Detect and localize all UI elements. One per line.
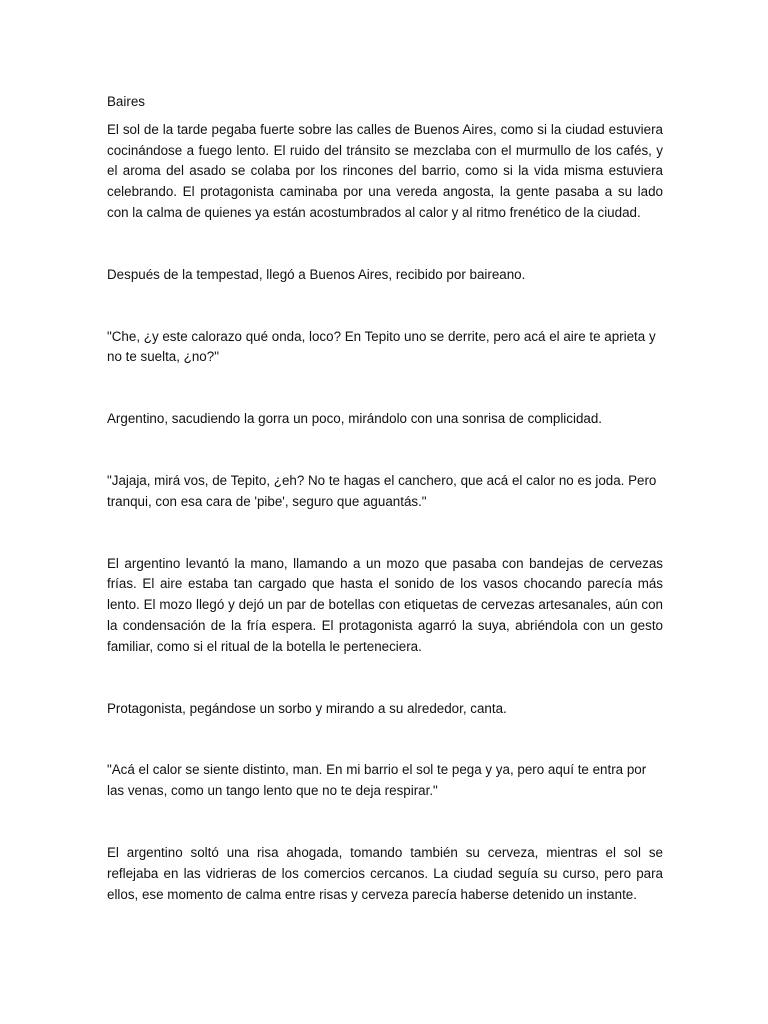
paragraph-spacer xyxy=(107,430,663,471)
paragraph: Después de la tempestad, llegó a Buenos Aires, recibido por baireano. xyxy=(107,266,526,282)
paragraph-spacer xyxy=(107,368,663,409)
paragraph-spacer xyxy=(107,658,663,699)
document-body xyxy=(107,92,663,905)
paragraph-spacer xyxy=(107,802,663,843)
paragraph: "Che, ¿y este calorazo qué onda, loco? En Tepito uno se derrite, pero acá el aire te aprieta y no te suelta, ¿no?" xyxy=(107,328,656,365)
paragraph-spacer xyxy=(107,224,663,265)
paragraph-spacer xyxy=(107,513,663,554)
paragraph: El sol de la tarde pegaba fuerte sobre las calles de Buenos Aires, como si la ciudad estuviera cocinándose a fuego lento. El ruido del tránsito se mezclaba con el murmullo de los cafés, y el aroma del asado se colaba por los rincones del barrio, como si la vida misma estuviera celebrando. El protagonista caminaba por una vereda angosta, la gente pasaba a su lado con la calma de quienes ya están acostumbrados al calor y al ritmo frenético de la ciudad. xyxy=(107,121,663,220)
paragraph: Argentino, sacudiendo la gorra un poco, mirándolo con una sonrisa de complicidad. xyxy=(107,411,603,427)
paragraph: Protagonista, pegándose un sorbo y mirando a su alrededor, canta. xyxy=(107,700,507,716)
paragraph: "Jajaja, mirá vos, de Tepito, ¿eh? No te hagas el canchero, que acá el calor no es joda. Pero tranqui, con esa cara de 'pibe', seguro que aguantás." xyxy=(107,472,657,509)
document-title: Baires xyxy=(107,94,145,109)
paragraph-spacer xyxy=(107,719,663,760)
paragraph-spacer xyxy=(107,286,663,327)
paragraph: El argentino soltó una risa ahogada, tomando también su cerveza, mientras el sol se reflejaba en las vidrieras de los comercios cercanos. La ciudad seguía su curso, pero para ellos, ese momento de calma entre risas y cerveza parecía haberse detenido un instante. xyxy=(107,844,663,902)
paragraph: "Acá el calor se siente distinto, man. En mi barrio el sol te pega y ya, pero aquí te entra por las venas, como un tango lento que no te deja respirar." xyxy=(107,762,647,799)
paragraph: El argentino levantó la mano, llamando a un mozo que pasaba con bandejas de cervezas frías. El aire estaba tan cargado que hasta el sonido de los vasos chocando parecía más lento. El mozo llegó y dejó un par de botellas con etiquetas de cervezas artesanales, aún con la condensación de la fría espera. El protagonista agarró la suya, abriéndola con un gesto familiar, como si el ritual de la botella le perteneciera. xyxy=(107,555,663,654)
